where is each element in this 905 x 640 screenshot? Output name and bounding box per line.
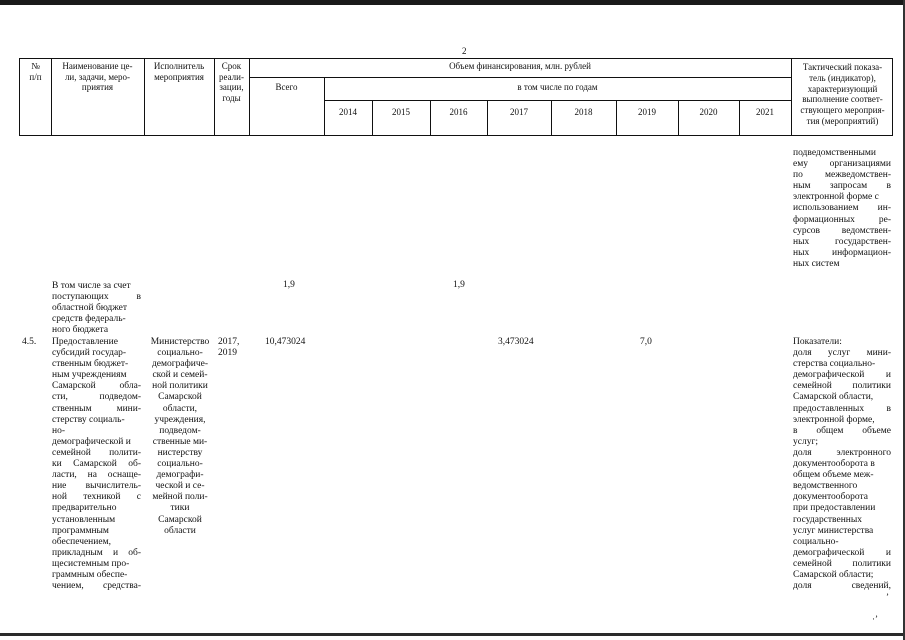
header-year: 2021: [756, 107, 774, 117]
table-header: [19, 58, 893, 136]
text-line: ственным мини-: [52, 403, 141, 414]
text-line: ственные ми-: [152, 436, 208, 447]
text-line: учреждения,: [154, 414, 206, 425]
text-line: но-: [52, 425, 65, 436]
text-line: Показатели:: [793, 337, 842, 347]
page-bottom-edge: [0, 633, 905, 636]
header-year: 2020: [699, 107, 718, 117]
row-2019: 7,0: [640, 337, 652, 347]
text-line: социально-: [793, 536, 839, 547]
scan-speck: ·ʼ: [872, 614, 878, 624]
text-line: Самарской обла-: [52, 381, 141, 392]
text-line: ведомственного: [793, 481, 858, 492]
text-line: стерства социально-: [793, 359, 876, 370]
header-year: 2016: [449, 107, 468, 117]
text-line: средств федераль-: [52, 314, 126, 325]
header-year: 2015: [392, 107, 410, 117]
text-line: ных государствен-: [793, 236, 891, 247]
text-line: доля электронного: [793, 447, 891, 458]
text-line: семейной полити-: [52, 447, 141, 458]
header-executor: Исполнитель мероприятия: [153, 61, 205, 82]
text-line: области: [164, 525, 196, 536]
text-line: ки Самарской об-: [52, 459, 141, 470]
text-line: ной техникой с: [52, 492, 141, 503]
text-line: семейной политики: [793, 381, 891, 392]
header-total: Всего: [275, 82, 298, 92]
federal-row-2016: 1,9: [453, 280, 465, 290]
text-line: государственных: [793, 514, 863, 525]
continued-indicator-text: [793, 148, 891, 270]
text-line: ных информацион-: [793, 247, 891, 258]
text-line: поступающих в: [52, 292, 141, 303]
text-line: социально-: [157, 459, 203, 470]
header-indicator: Тактический показа- тель (индикатор), характеризующий выполнение соответ- ствующего мероприя- тия (мероприятий): [800, 62, 885, 126]
text-line: услуг министерства: [793, 525, 874, 536]
scan-speck: ʼ: [886, 592, 889, 602]
text-line: ного бюджета: [52, 325, 109, 336]
text-line: прикладным и об-: [52, 547, 141, 558]
text-line: мейной поли-: [152, 492, 208, 503]
text-line: демографической и: [52, 436, 131, 447]
header-divider: [324, 100, 791, 101]
text-line: стерству социаль-: [52, 414, 125, 425]
text-line: ных систем: [793, 258, 840, 269]
text-line: ему организациями: [793, 159, 891, 170]
page-number: 2: [462, 46, 467, 56]
text-line: Самарской области;: [793, 569, 874, 580]
row-term: [218, 337, 246, 359]
text-line: документооборота: [793, 492, 868, 503]
text-line: ной политики: [152, 381, 208, 392]
text-line: подведомственными: [793, 148, 876, 158]
text-line: сурсов ведомствен-: [793, 225, 891, 236]
header-year: 2019: [638, 107, 656, 117]
federal-row-total: 1,9: [283, 280, 295, 290]
text-line: ческой и се-: [155, 481, 205, 492]
text-line: В том числе за счет: [52, 281, 131, 291]
text-line: доля услуг мини-: [793, 348, 891, 359]
text-line: электронной форме с: [793, 192, 879, 203]
text-line: Самарской области,: [793, 392, 874, 403]
text-line: ской и семей-: [152, 370, 208, 381]
text-line: Министерство: [150, 337, 210, 347]
text-line: услуг;: [793, 436, 818, 447]
header-name: Наименование це- ли, задачи, меро- приятия: [62, 61, 133, 92]
federal-row-name: [52, 281, 141, 336]
text-line: граммным обеспе-: [52, 569, 128, 580]
row-executor: [146, 337, 214, 537]
row-indicator: [793, 337, 891, 592]
text-line: документооборота в: [793, 459, 875, 470]
text-line: по межведомствен-: [793, 170, 891, 181]
text-line: социально-: [157, 348, 203, 359]
row-total: 10,473024: [265, 337, 306, 347]
text-line: ственным бюджет-: [52, 359, 129, 370]
text-line: ласти, на оснаще-: [52, 470, 141, 481]
text-line: тики: [170, 503, 190, 514]
text-line: Предоставление: [52, 337, 118, 347]
text-line: демографи-: [156, 470, 204, 481]
text-line: общем объеме меж-: [793, 470, 874, 481]
text-line: демографической и: [793, 547, 891, 558]
text-line: использованием ин-: [793, 203, 891, 214]
header-number: № п/п: [29, 61, 42, 82]
text-line: ным запросам в: [793, 181, 891, 192]
text-line: щесистемным про-: [52, 558, 130, 569]
row-number: 4.5.: [22, 337, 37, 347]
text-line: ным учреждениям: [52, 370, 127, 381]
header-year: 2014: [339, 107, 357, 117]
text-line: программным: [52, 525, 109, 536]
text-line: сти, подведом-: [52, 392, 141, 403]
header-financing: Объем финансирования, млн. рублей: [449, 61, 591, 71]
text-line: областной бюджет: [52, 303, 128, 314]
text-line: семейной политики: [793, 558, 891, 569]
text-line: доля сведений,: [793, 581, 891, 592]
text-line: 2017,: [218, 337, 240, 347]
text-line: субсидий государ-: [52, 348, 127, 359]
text-line: демографиче-: [151, 359, 209, 370]
header-year: 2017: [510, 107, 528, 117]
text-line: электронной форме,: [793, 414, 875, 425]
header-term: Срок реали- зации, годы: [219, 61, 244, 103]
page-top-edge: [0, 0, 905, 5]
text-line: обеспечением,: [52, 536, 111, 547]
text-line: подведом-: [159, 425, 201, 436]
header-by-years: в том числе по годам: [517, 82, 598, 92]
text-line: 2019: [218, 348, 237, 359]
row-name: [52, 337, 141, 592]
text-line: нистерству: [157, 447, 203, 458]
text-line: формационных ре-: [793, 214, 891, 225]
text-line: области,: [162, 403, 198, 414]
header-year: 2018: [574, 107, 593, 117]
text-line: предоставленных в: [793, 403, 891, 414]
header-divider: [249, 77, 791, 78]
text-line: чением, средства-: [52, 581, 141, 592]
text-line: Самарской: [158, 392, 202, 403]
text-line: в общем объеме: [793, 425, 891, 436]
text-line: демографической и: [793, 370, 891, 381]
text-line: предварительно: [52, 503, 117, 514]
text-line: ние вычислитель-: [52, 481, 141, 492]
text-line: установленным: [52, 514, 116, 525]
text-line: Самарской: [158, 514, 202, 525]
row-2017: 3,473024: [498, 337, 534, 347]
text-line: при предоставлении: [793, 503, 876, 514]
